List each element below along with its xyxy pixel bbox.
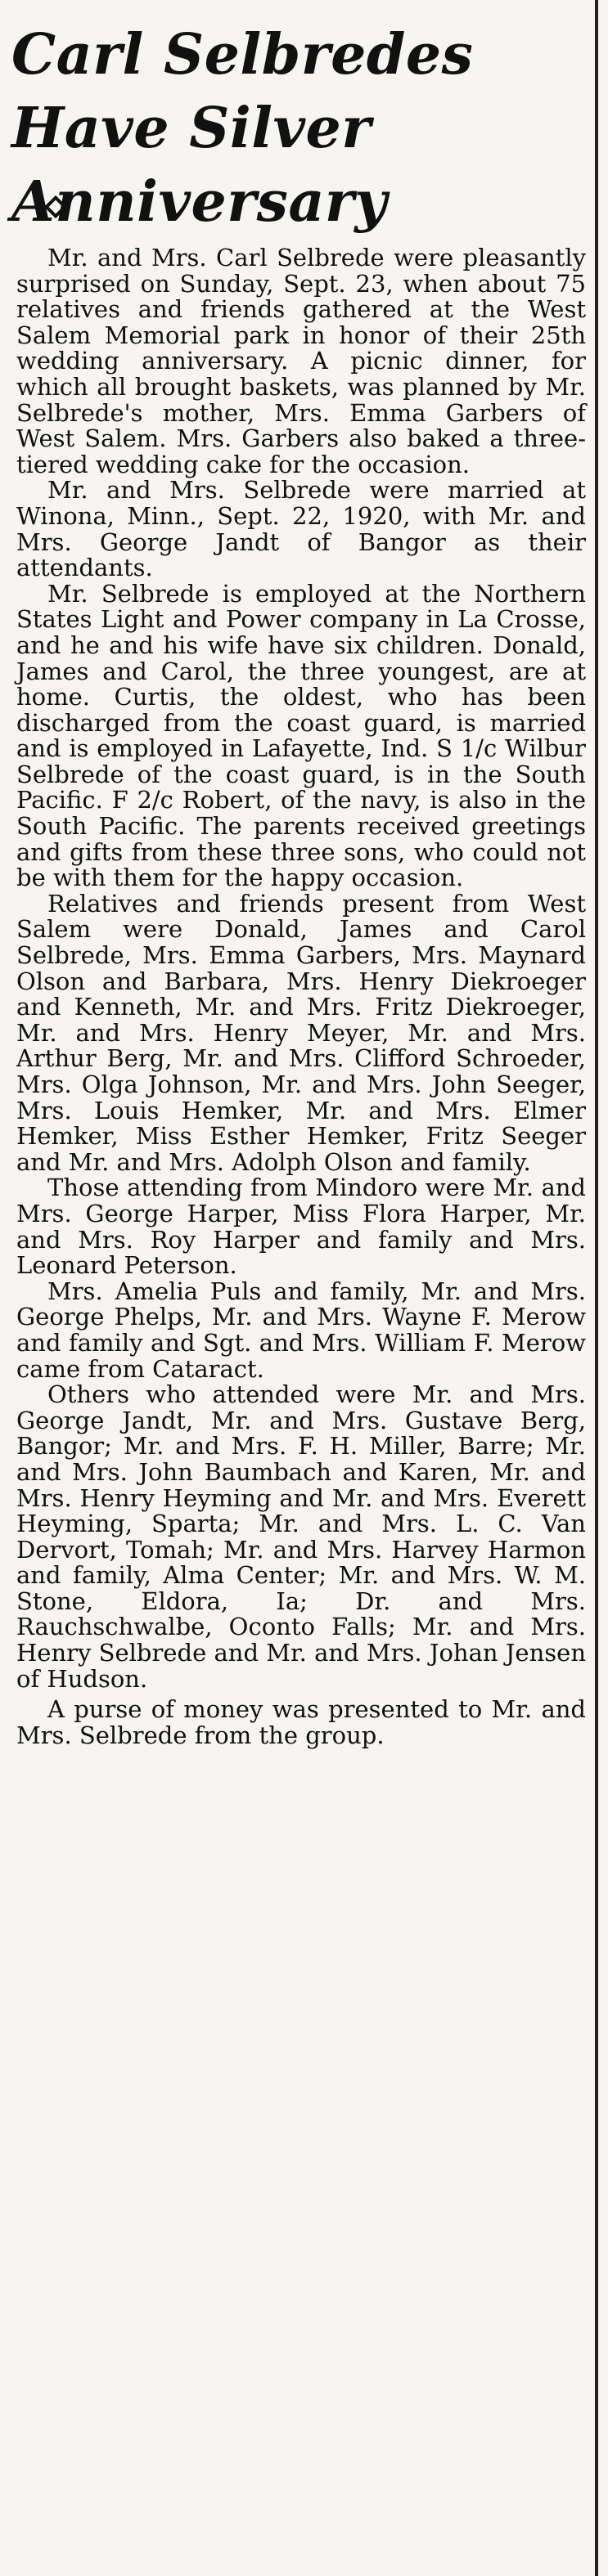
paragraph-other-guests: Others who attended were Mr. and Mrs. George Jandt, Mr. and Mrs. Gustave Berg, Bangor; Mr. and Mrs. F. H. Miller, Barre; Mr. and Mrs. John Baumbach and Karen, Mr. and Mrs. Henry Heyming and Mr. and Mrs. Everett Heyming, Sparta; Mr. and Mrs. L. C. Van Dervort, Tomah; Mr. and Mrs. Harvey Harmon and family, Alma Center; Mr. and Mrs. W. M. Stone, Eldora, Ia; Dr. and Mrs. Rauchschwalbe, Oconto Falls; Mr. and Mrs. Henry Selbrede and Mr. and Mrs. Johan Jensen of Hudson. bbox=[16, 1380, 586, 1693]
paragraph-marriage: Mr. and Mrs. Selbrede were married at Winona, Minn., Sept. 22, 1920, with Mr. and Mrs. George Jandt of Bangor as their attendants. bbox=[16, 476, 586, 582]
paragraph-west-salem-guests: Relatives and friends present from West Salem were Donald, James and Carol Selbrede, Mrs. Emma Garbers, Mrs. Maynard Olson and Barbara, Mrs. Henry Diekroeger and Kenneth, Mr. and Mrs. Fritz Diekroeger, Mr. and Mrs. Henry Meyer, Mr. and Mrs. Arthur Berg, Mr. and Mrs. Clifford Schroeder, Mrs. Olga Johnson, Mr. and Mrs. John Seeger, Mrs. Louis Hemker, Mr. and Mrs. Elmer Hemker, Miss Esther Hemker, Fritz Seeger and Mr. and Mrs. Adolph Olson and family. bbox=[16, 889, 586, 1176]
column-rule bbox=[595, 0, 598, 2576]
paragraph-family: Mr. Selbrede is employed at the Northern States Light and Power company in La Crosse, and he and his wife have six children. Donald, James and Carol, the three youngest, are at home. Curtis, the oldest, who has been discharged from the coast guard, is married and is employed in Lafayette, Ind. S 1/c Wilbur Selbrede of the coast guard, is in the South Pacific. F 2/c Robert, of the navy, is also in the South Pacific. The parents received greetings and gifts from these three sons, who could not be with them for the happy occasion. bbox=[16, 579, 586, 892]
paragraph-purse: A purse of money was presented to Mr. and Mrs. Selbrede from the group. bbox=[16, 1695, 586, 1749]
paragraph-mindoro-guests: Those attending from Mindoro were Mr. and Mrs. George Harper, Miss Flora Harper, Mr. and Mrs. Roy Harper and family and Mrs. Leonard Peterson. bbox=[16, 1174, 586, 1280]
paragraph-cataract-guests: Mrs. Amelia Puls and family, Mr. and Mrs. George Phelps, Mr. and Mrs. Wayne F. Merow and family and Sgt. and Mrs. William F. Merow came from Cataract. bbox=[16, 1277, 586, 1383]
paragraph-surprise-party: Mr. and Mrs. Carl Selbrede were pleasantly surprised on Sunday, Sept. 23, when about 75 relatives and friends gathered at the West Salem Memorial park in honor of their 25th wedding anniversary. A picnic dinner, for which all brought baskets, was planned by Mr. Selbrede's mother, Mrs. Emma Garbers of West Salem. Mrs. Garbers also baked a three-tiered wedding cake for the occasion. bbox=[16, 244, 586, 478]
headline: Carl Selbredes Have Silver Anniversary bbox=[11, 22, 474, 235]
article-body bbox=[16, 245, 586, 1748]
